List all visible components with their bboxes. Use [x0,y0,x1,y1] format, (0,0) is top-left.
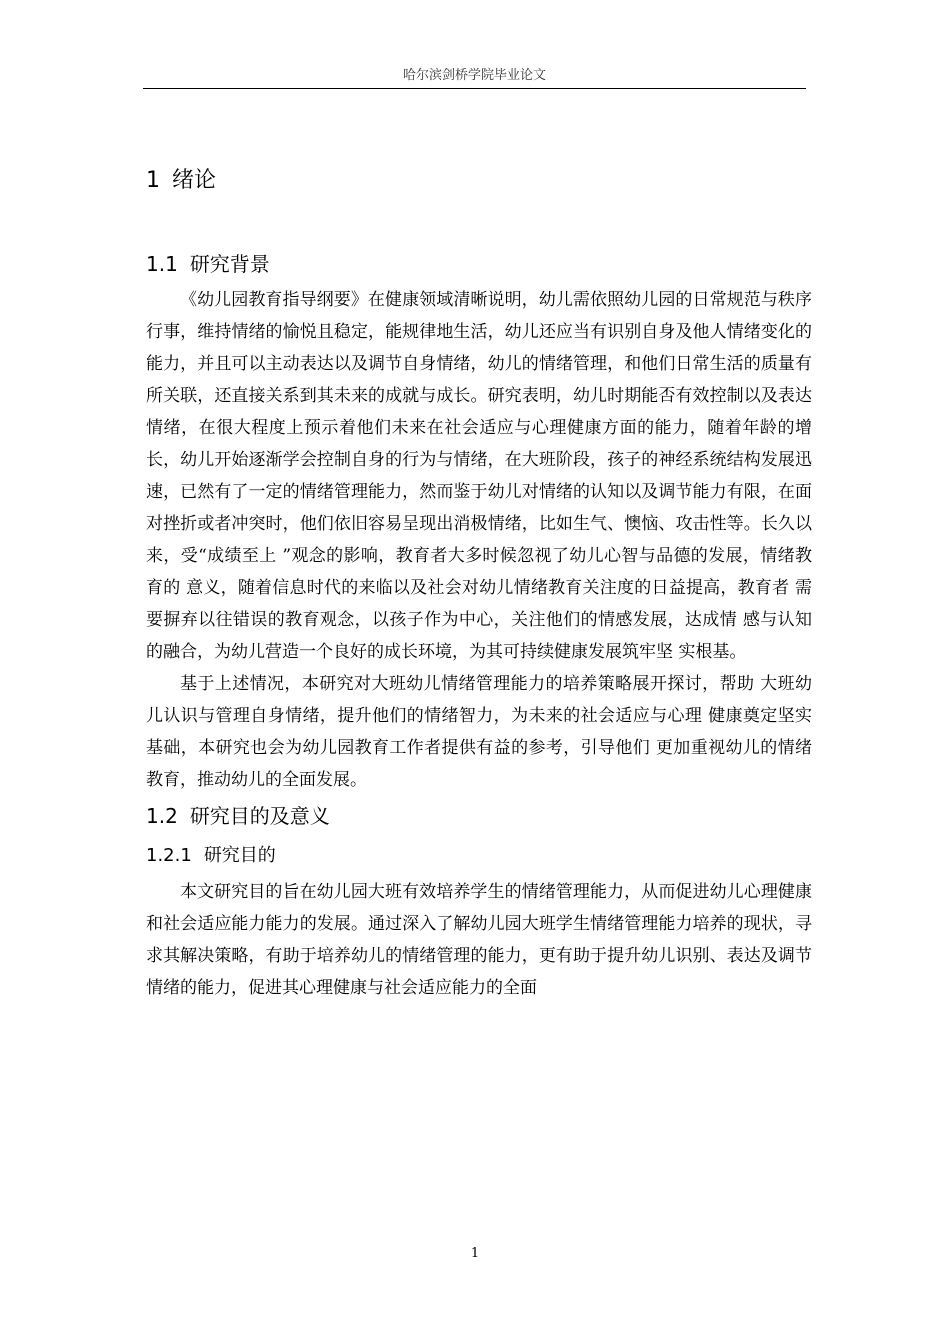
subsection-heading [146,836,812,876]
chapter-heading [146,160,812,202]
paragraph: 基于上述情况，本研究对大班幼儿情绪管理能力的培养策略展开探讨，帮助 大班幼儿认识与管理自身情绪，提升他们的情绪智力，为未来的社会适应与心理 健康奠定坚实基础，本研究也会为幼儿园教育工作者提供有益的参考，引导他们 更加重视幼儿的情绪教育，推动幼儿的全面发展。 [146,674,812,790]
page-header: 哈尔滨剑桥学院毕业论文 [402,68,546,83]
spacer [146,202,812,244]
paragraph: 本文研究目的旨在幼儿园大班有效培养学生的情绪管理能力，从而促进幼儿心理健康和社会适应能力能力的发展。通过深入了解幼儿园大班学生情绪管理能力培养的现状，寻求其解决策略，有助于培养幼儿的情绪管理的能力，更有助于提升幼儿识别、表达及调节情绪的能力，促进其心理健康与社会适应能力的全面 [146,882,812,998]
section-title: 研究背景 [189,252,270,276]
section-heading [146,244,812,284]
paragraph: 《幼儿园教育指导纲要》在健康领域清晰说明，幼儿需依照幼儿园的日常规范与秩序行事，维持情绪的愉悦且稳定，能规律地生活，幼儿还应当有识别自身及他人情绪变化的能力，并且可以主动表达以及调节自身情绪，幼儿的情绪管理，和他们日常生活的质量有所关联，还直接关系到其未来的成就与成长。研究表明，幼儿时期能否有效控制以及表达情绪，在很大程度上预示着他们未来在社会适应与心理健康方面的能力，随着年龄的增长，幼儿开始逐渐学会控制自身的行为与情绪，在大班阶段，孩子的神经系统结构发展迅速，已然有了一定的情绪管理能力，然而鉴于幼儿对情绪的认知以及调节能力有限，在面对挫折或者冲突时，他们依旧容易呈现出消极情绪，比如生气、懊恼、攻击性等。长久以来，受“成绩至上 ”观念的影响，教育者大多时候忽视了幼儿心智与品德的发展，情绪教育的 意义，随着信息时代的来临以及社会对幼儿情绪教育关注度的日益提高，教育者 需要摒弃以往错误的教育观念，以孩子作为中心，关注他们的情感发展，达成情 感与认知的融合，为幼儿营造一个良好的成长环境，为其可持续健康发展筑牢坚 实根基。 [146,290,812,662]
section-heading [146,796,812,836]
chapter-title: 绪论 [172,168,217,193]
section-title: 研究目的及意义 [189,804,330,828]
header-rule [143,88,806,89]
subsection-title: 研究目的 [203,845,276,866]
subsection-number: 1.2.1 [146,845,192,866]
page-number: 1 [470,1246,480,1261]
section-number: 1.1 [146,252,178,276]
chapter-number: 1 [146,168,160,193]
section-number: 1.2 [146,804,178,828]
document-body [146,160,812,1004]
